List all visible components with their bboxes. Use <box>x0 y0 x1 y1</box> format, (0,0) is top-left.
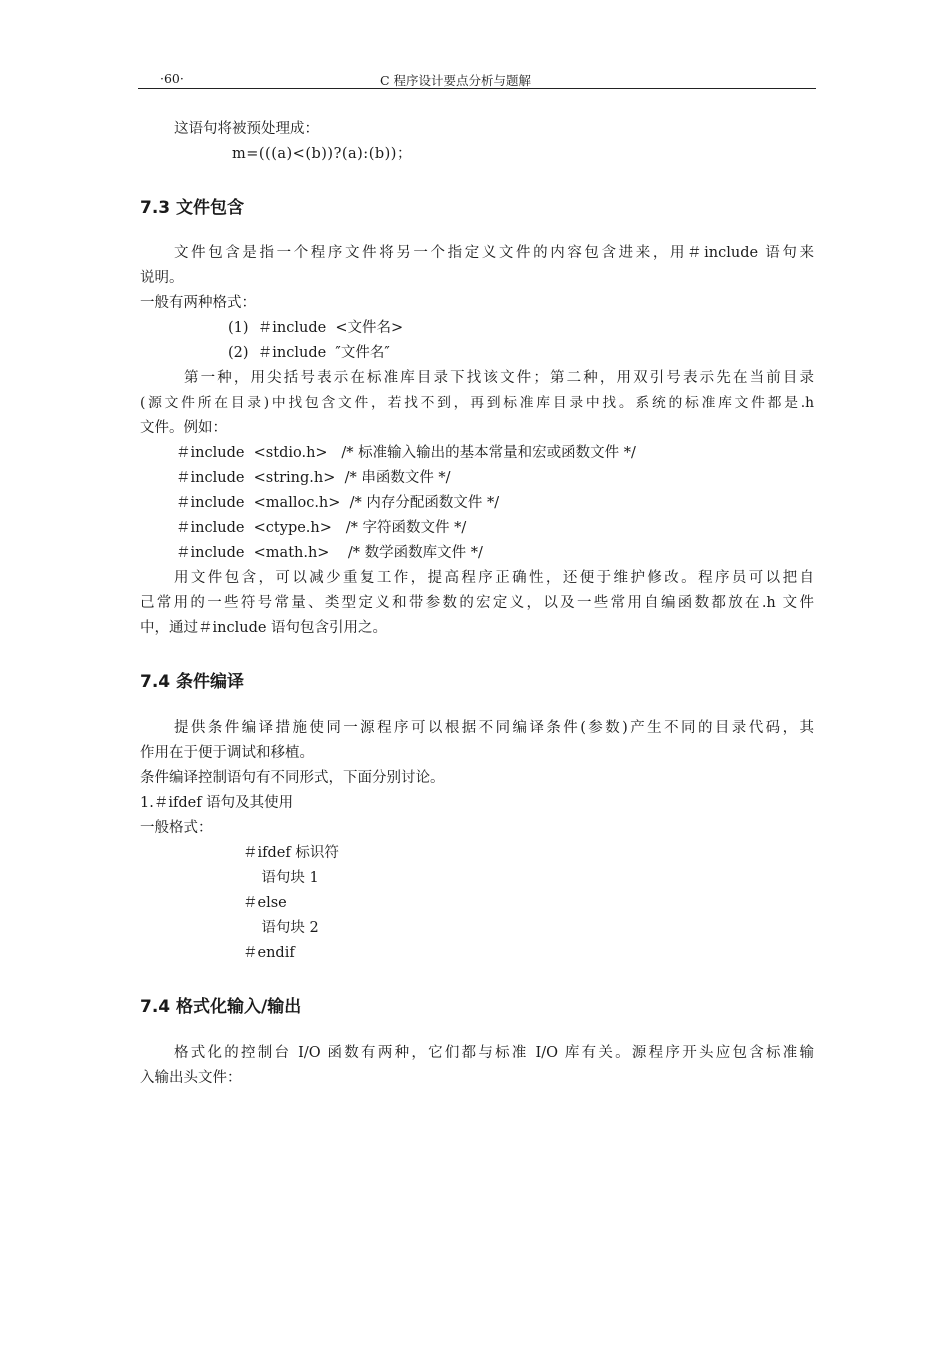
paragraph-line: 用文件包含，可以减少重复工作，提高程序正确性，还便于维护修改。程序员可以把自 <box>174 570 814 586</box>
text-line: 这语句将被预处理成： <box>174 121 319 137</box>
paragraph-line: 第一种，用尖括号表示在标准库目录下找该文件；第二种，用双引号表示先在当前目录 <box>184 370 814 386</box>
code-line: ＃ifdef 标识符 <box>243 845 339 861</box>
include-line: ＃include <math.h> /* 数学函数库文件 */ <box>176 545 483 561</box>
code-line: ＃else <box>243 895 287 911</box>
format-line: (1) ＃include <文件名> <box>228 320 404 336</box>
section-heading: 7.3 文件包含 <box>140 198 245 218</box>
format-line: (2) ＃include ″文件名″ <box>228 345 390 361</box>
include-line: ＃include <stdio.h> /* 标准输入输出的基本常量和宏或函数文件 */ <box>176 445 636 461</box>
include-line: ＃include <ctype.h> /* 字符函数文件 */ <box>176 520 467 536</box>
section-heading: 7.4 格式化输入/输出 <box>140 997 302 1017</box>
code-line: 语句块 1 <box>243 870 319 886</box>
paragraph-line: 一般有两种格式： <box>140 295 256 311</box>
page-number: ·60· <box>160 71 184 86</box>
paragraph-line: 条件编译控制语句有不同形式，下面分别讨论。 <box>140 770 445 786</box>
code-line: ＃endif <box>243 945 295 961</box>
paragraph-line: 作用在于便于调试和移植。 <box>140 745 314 761</box>
paragraph-line: 提供条件编译措施使同一源程序可以根据不同编译条件(参数)产生不同的目录代码，其 <box>174 720 814 736</box>
page-header <box>138 70 816 89</box>
include-line: ＃include <malloc.h> /* 内存分配函数文件 */ <box>176 495 500 511</box>
paragraph-line: 说明。 <box>140 270 184 286</box>
running-title: C 程序设计要点分析与题解 <box>380 73 532 88</box>
paragraph-line: 一般格式： <box>140 820 213 836</box>
paragraph-line: (源文件所在目录)中找包含文件，若找不到，再到标准库目录中找。系统的标准库文件都是.h <box>140 395 814 411</box>
code-line: m=(((a)<(b))?(a):(b))； <box>232 146 412 162</box>
include-line: ＃include <string.h> /* 串函数文件 */ <box>176 470 451 486</box>
section-heading: 7.4 条件编译 <box>140 672 245 692</box>
paragraph-line: 入输出头文件： <box>140 1070 242 1086</box>
paragraph-line: 格式化的控制台 I/O 函数有两种，它们都与标准 I/O 库有关。源程序开头应包含标准输 <box>174 1045 814 1061</box>
code-line: 语句块 2 <box>243 920 319 936</box>
paragraph-line: 己常用的一些符号常量、类型定义和带参数的宏定义，以及一些常用自编函数都放在.h 文件 <box>140 595 814 611</box>
paragraph-line: 文件。例如： <box>140 420 227 436</box>
subsection-title: 1.＃ifdef 语句及其使用 <box>140 795 294 811</box>
paragraph-line: 中，通过＃include 语句包含引用之。 <box>140 620 388 636</box>
paragraph-line: 文件包含是指一个程序文件将另一个指定义文件的内容包含进来，用＃include 语句来 <box>174 245 814 261</box>
